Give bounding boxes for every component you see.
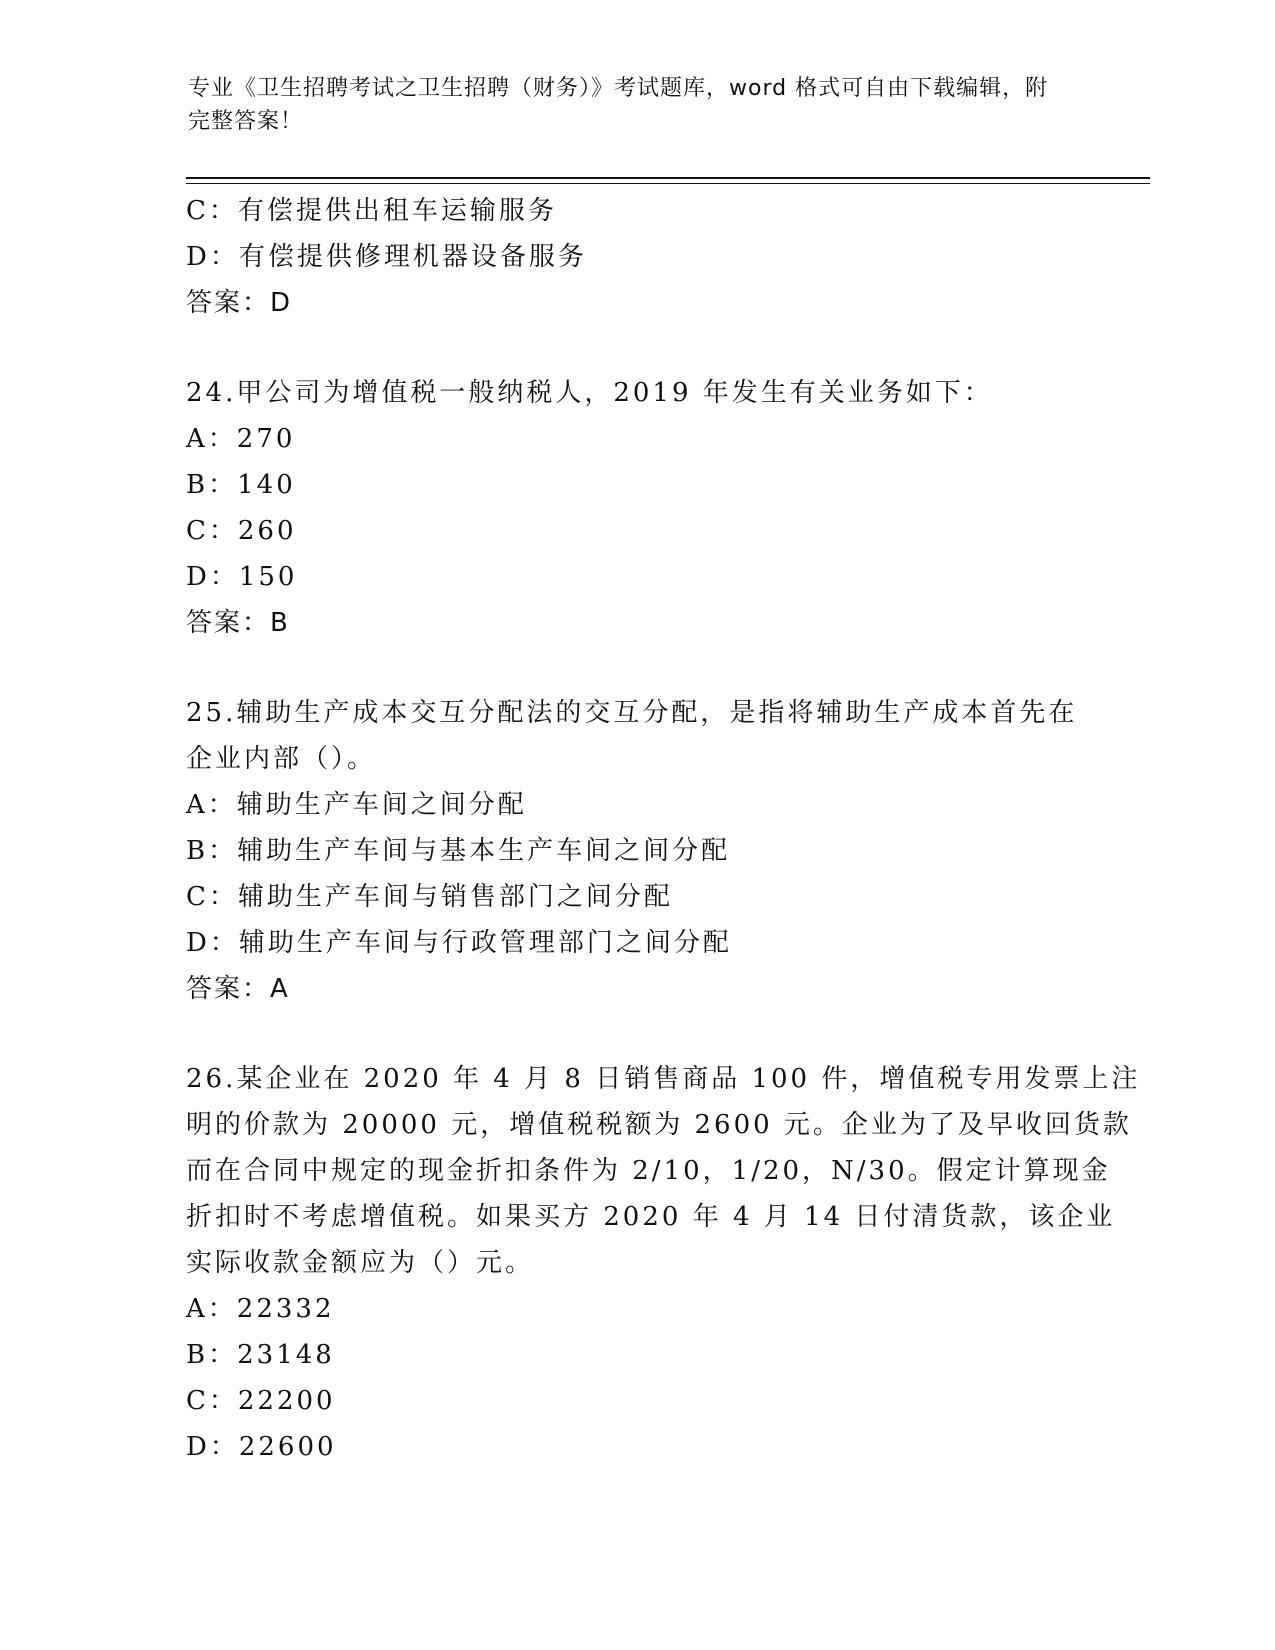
question-stem-line: 24.甲公司为增值税一般纳税人，2019 年发生有关业务如下： — [186, 378, 993, 408]
option-b: B：辅助生产车间与基本生产车间之间分配 — [186, 836, 731, 866]
question-24 — [186, 370, 1086, 646]
question-stem-line: 实际收款金额应为（）元。 — [186, 1248, 535, 1278]
option-a: A：22332 — [186, 1294, 335, 1324]
answer-line: 答案：A — [186, 974, 290, 1004]
option-c: C：260 — [186, 516, 297, 546]
question-stem-line: 折扣时不考虑增值税。如果买方 2020 年 4 月 14 日付清货款，该企业 — [186, 1202, 1116, 1232]
header-rule-thick — [186, 177, 1150, 179]
prev-question — [186, 188, 1086, 326]
option-c: C：辅助生产车间与销售部门之间分配 — [186, 882, 673, 912]
question-stem-line: 而在合同中规定的现金折扣条件为 2/10，1/20，N/30。假定计算现金 — [186, 1156, 1111, 1186]
option-b: B：23148 — [186, 1340, 335, 1370]
question-stem-line: 企业内部（）。 — [186, 744, 377, 774]
option-a: A：270 — [186, 424, 296, 454]
question-26 — [186, 1056, 1141, 1470]
question-25 — [186, 690, 1086, 1012]
question-stem-line: 25.辅助生产成本交互分配法的交互分配，是指将辅助生产成本首先在 — [186, 698, 1078, 728]
option-b: B：140 — [186, 470, 296, 500]
option-c: C：有偿提供出租车运输服务 — [186, 196, 557, 226]
document-header: 专业《卫生招聘考试之卫生招聘（财务）》考试题库，word 格式可自由下载编辑，附完整答案！ — [188, 76, 1049, 134]
header-rule-thin — [186, 183, 1150, 184]
option-d: D：有偿提供修理机器设备服务 — [186, 242, 587, 272]
option-c: C：22200 — [186, 1386, 336, 1416]
question-body — [186, 188, 1141, 1470]
question-stem-line: 26.某企业在 2020 年 4 月 8 日销售商品 100 件，增值税专用发票上注 — [186, 1064, 1141, 1094]
answer-line: 答案：D — [186, 288, 293, 318]
question-stem-line: 明的价款为 20000 元，增值税税额为 2600 元。企业为了及早收回货款 — [186, 1110, 1132, 1140]
option-d: D：150 — [186, 562, 298, 592]
option-a: A：辅助生产车间之间分配 — [186, 790, 527, 820]
option-d: D：22600 — [186, 1432, 337, 1462]
answer-line: 答案：B — [186, 608, 290, 638]
option-d: D：辅助生产车间与行政管理部门之间分配 — [186, 928, 732, 958]
